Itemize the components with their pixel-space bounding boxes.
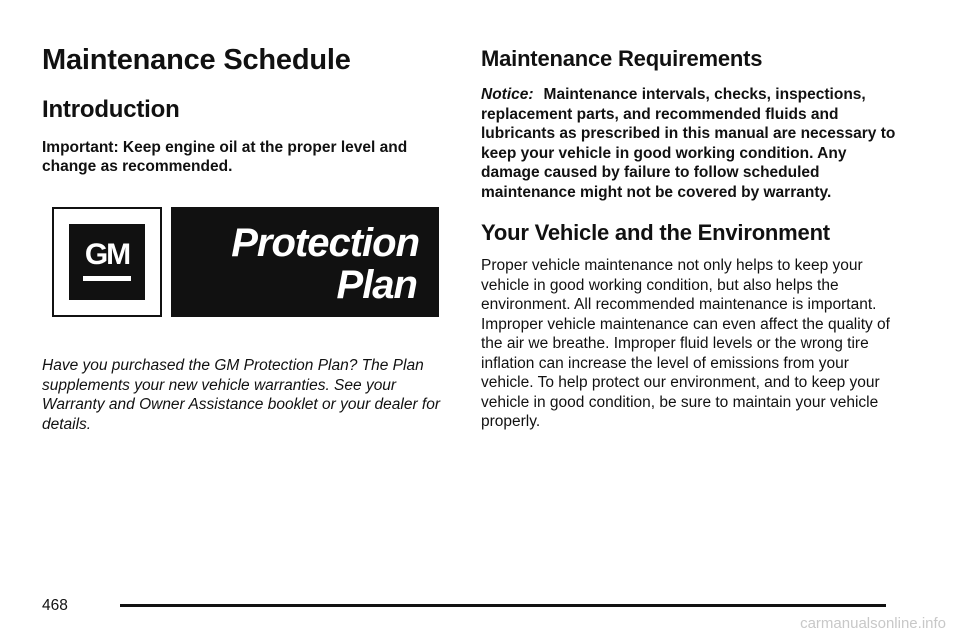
page-number: 468 <box>42 597 68 614</box>
notice-text: Maintenance intervals, checks, inspections, replacement parts, and recommended fluids and lubricants as prescribed in this manual are necessary to keep your vehicle in good working condition. Any damage caused by failure to follow scheduled maintenance might not be covered by warranty. <box>481 86 896 201</box>
gm-mark: GM <box>84 238 130 271</box>
protection-plan-paragraph: Have you purchased the GM Protection Plan? The Plan supplements your new vehicle warranties. See your Warranty and Owner Assistance booklet or your dealer for details. <box>42 357 441 433</box>
wordmark-line-protection: Protection <box>231 221 419 265</box>
gm-protection-plan-logo <box>42 207 452 319</box>
important-note: Important: Keep engine oil at the proper level and change as recommended. <box>42 139 408 175</box>
page-title: Maintenance Schedule <box>42 44 351 76</box>
wordmark-line-plan: Plan <box>336 263 417 307</box>
notice-paragraph <box>481 85 901 202</box>
protection-plan-wordmark <box>171 207 439 317</box>
introduction-heading: Introduction <box>42 96 180 123</box>
environment-heading: Your Vehicle and the Environment <box>481 220 830 245</box>
gm-logo-icon <box>52 207 162 317</box>
right-column <box>481 40 901 432</box>
environment-paragraph: Proper vehicle maintenance not only helps to keep your vehicle in good working condition, but also helps the environment. All recommended maintenance is important. Improper vehicle maintenance can even affect the quality of the air we breathe. Improper fluid levels or the wrong tire inflation can increase the level of emissions from your vehicle. To help protect our environment, and to keep your vehicle in good condition, be sure to maintain your vehicle properly. <box>481 257 890 430</box>
maintenance-requirements-heading: Maintenance Requirements <box>481 46 763 71</box>
notice-label: Notice: <box>481 86 534 103</box>
left-column <box>42 40 452 434</box>
footer-rule <box>120 604 886 607</box>
watermark: carmanualsonline.info <box>800 615 946 632</box>
